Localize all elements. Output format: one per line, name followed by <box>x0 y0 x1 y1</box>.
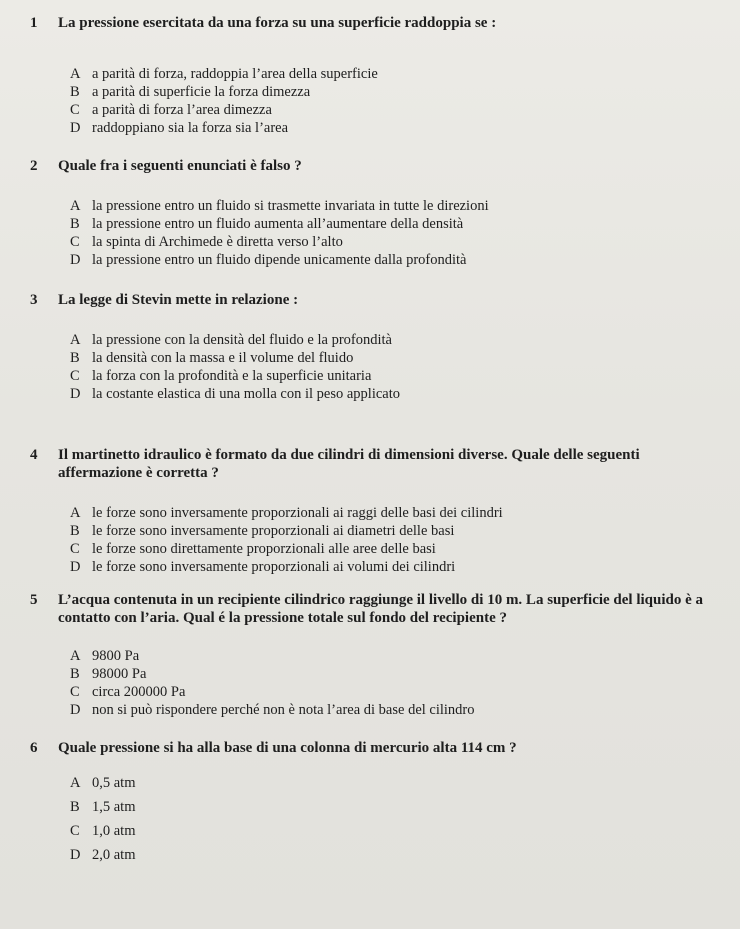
option-b <box>70 83 720 101</box>
option-c <box>70 822 720 846</box>
option-letter: A <box>70 332 81 348</box>
option-text: le forze sono inversamente proporzionali ai volumi dei cilindri <box>92 559 456 575</box>
option-text: le forze sono inversamente proporzionali ai diametri delle basi <box>92 523 455 539</box>
option-list <box>70 647 720 719</box>
option-letter: B <box>70 799 80 815</box>
option-a <box>70 65 720 83</box>
option-letter: C <box>70 541 80 557</box>
option-letter: A <box>70 505 81 521</box>
option-text: a parità di forza l’area dimezza <box>92 102 272 118</box>
option-text: la pressione con la densità del fluido e la profondità <box>92 332 392 348</box>
option-text: a parità di superficie la forza dimezza <box>92 84 311 100</box>
option-text: a parità di forza, raddoppia l’area della superficie <box>92 66 378 82</box>
option-letter: B <box>70 350 80 366</box>
option-d <box>70 119 720 137</box>
question-2 <box>30 157 720 269</box>
question-5 <box>30 591 720 719</box>
question-text: Quale pressione si ha alla base di una colonna di mercurio alta 114 cm ? <box>58 740 517 756</box>
question-number: 4 <box>30 447 38 463</box>
question-6 <box>30 739 720 870</box>
question-header <box>30 291 720 309</box>
option-d <box>70 846 720 870</box>
option-a <box>70 647 720 665</box>
option-text: la spinta di Archimede è diretta verso l’alto <box>92 234 343 250</box>
option-letter: B <box>70 216 80 232</box>
option-d <box>70 701 720 719</box>
option-list <box>70 197 720 269</box>
question-text: Il martinetto idraulico è formato da due cilindri di dimensioni diverse. Quale delle seguenti affermazione è corretta ? <box>58 447 640 481</box>
option-b <box>70 349 720 367</box>
option-letter: C <box>70 368 80 384</box>
option-c <box>70 367 720 385</box>
question-header <box>30 739 720 757</box>
question-number: 3 <box>30 292 38 308</box>
option-b <box>70 522 720 540</box>
option-text: 1,0 atm <box>92 823 136 839</box>
option-c <box>70 101 720 119</box>
option-letter: C <box>70 684 80 700</box>
option-c <box>70 540 720 558</box>
question-header <box>30 14 720 32</box>
option-b <box>70 798 720 822</box>
option-letter: D <box>70 847 81 863</box>
question-number: 2 <box>30 158 38 174</box>
option-text: la pressione entro un fluido dipende unicamente dalla profondità <box>92 252 467 268</box>
option-text: la pressione entro un fluido si trasmette invariata in tutte le direzioni <box>92 198 489 214</box>
question-text: Quale fra i seguenti enunciati è falso ? <box>58 158 302 174</box>
option-letter: B <box>70 523 80 539</box>
option-text: 9800 Pa <box>92 648 140 664</box>
option-d <box>70 251 720 269</box>
option-text: 1,5 atm <box>92 799 136 815</box>
option-letter: B <box>70 666 80 682</box>
option-b <box>70 665 720 683</box>
question-header <box>30 591 720 627</box>
question-text: La legge di Stevin mette in relazione : <box>58 292 299 308</box>
option-d <box>70 385 720 403</box>
option-letter: D <box>70 559 81 575</box>
option-text: le forze sono direttamente proporzionali alle aree delle basi <box>92 541 436 557</box>
option-letter: D <box>70 120 81 136</box>
question-number: 6 <box>30 740 38 756</box>
option-text: non si può rispondere perché non è nota l’area di base del cilindro <box>92 702 475 718</box>
question-text: La pressione esercitata da una forza su una superficie raddoppia se : <box>58 15 497 31</box>
option-letter: C <box>70 234 80 250</box>
option-list <box>70 774 720 870</box>
option-text: la densità con la massa e il volume del fluido <box>92 350 354 366</box>
option-text: la costante elastica di una molla con il peso applicato <box>92 386 401 402</box>
option-letter: A <box>70 775 81 791</box>
option-letter: A <box>70 648 81 664</box>
option-c <box>70 683 720 701</box>
option-list <box>70 504 720 576</box>
option-a <box>70 774 720 798</box>
option-text: la pressione entro un fluido aumenta all’aumentare della densità <box>92 216 464 232</box>
option-list <box>70 65 720 137</box>
question-header <box>30 157 720 175</box>
question-4 <box>30 446 720 576</box>
option-list <box>70 331 720 403</box>
option-d <box>70 558 720 576</box>
question-number: 1 <box>30 15 38 31</box>
option-text: 2,0 atm <box>92 847 136 863</box>
option-text: le forze sono inversamente proporzionali ai raggi delle basi dei cilindri <box>92 505 503 521</box>
option-c <box>70 233 720 251</box>
option-a <box>70 504 720 522</box>
option-text: 98000 Pa <box>92 666 147 682</box>
question-text: L’acqua contenuta in un recipiente cilindrico raggiunge il livello di 10 m. La superficie del liquido è a contatto con l’aria. Qual é la pressione totale sul fondo del recipiente ? <box>58 592 704 626</box>
option-letter: A <box>70 198 81 214</box>
option-b <box>70 215 720 233</box>
option-letter: C <box>70 823 80 839</box>
option-text: 0,5 atm <box>92 775 136 791</box>
option-letter: B <box>70 84 80 100</box>
option-letter: D <box>70 386 81 402</box>
option-text: raddoppiano sia la forza sia l’area <box>92 120 289 136</box>
option-a <box>70 331 720 349</box>
option-letter: A <box>70 66 81 82</box>
option-text: circa 200000 Pa <box>92 684 186 700</box>
option-letter: D <box>70 252 81 268</box>
question-number: 5 <box>30 592 38 608</box>
question-1 <box>30 14 720 137</box>
question-header <box>30 446 720 482</box>
option-text: la forza con la profondità e la superficie unitaria <box>92 368 372 384</box>
option-letter: D <box>70 702 81 718</box>
option-letter: C <box>70 102 80 118</box>
option-a <box>70 197 720 215</box>
question-3 <box>30 291 720 403</box>
